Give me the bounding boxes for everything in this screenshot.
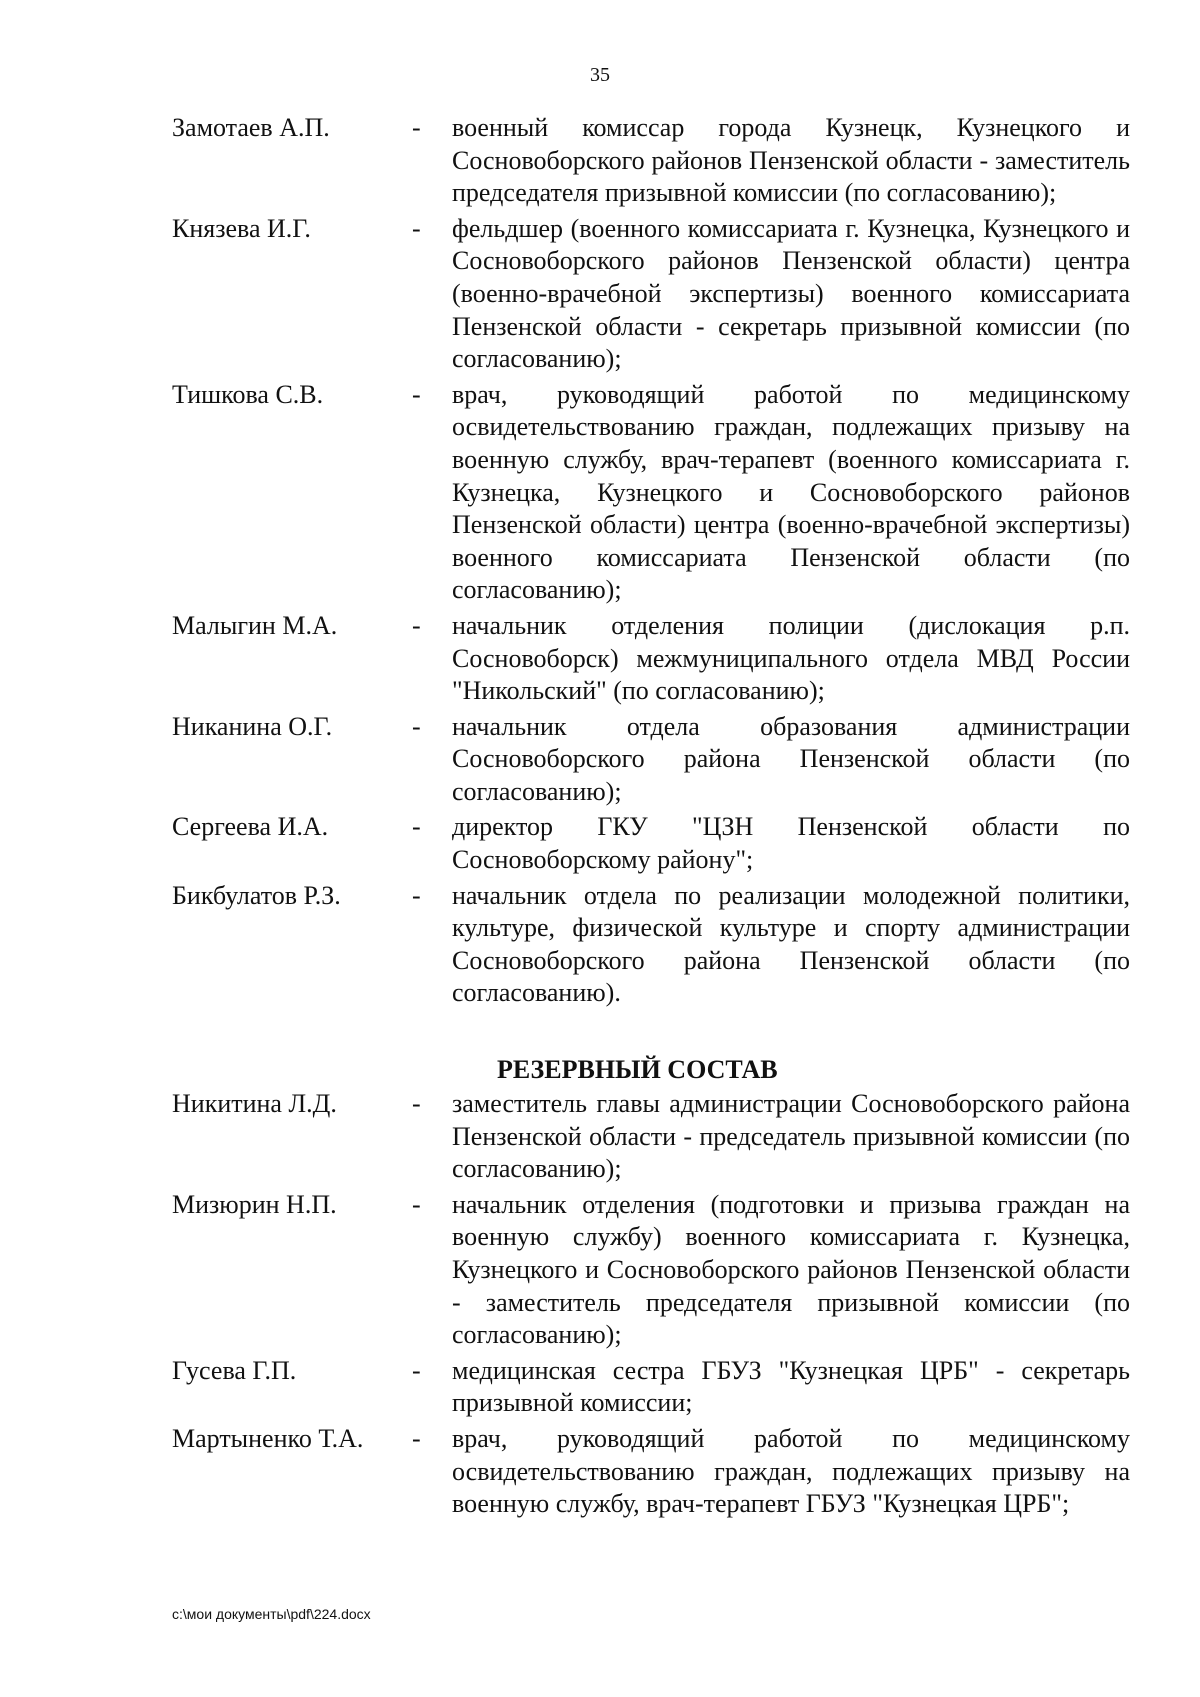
- member-entry: [172, 811, 1130, 876]
- reserve-member-entry: [172, 1355, 1130, 1420]
- member-dash: -: [412, 812, 421, 842]
- footer-file-path: c:\мои документы\pdf\224.docx: [172, 1606, 371, 1622]
- reserve-heading: РЕЗЕРВНЫЙ СОСТАВ: [497, 1055, 778, 1085]
- member-name: Замотаев А.П.: [172, 113, 330, 142]
- reserve-member-entry: [172, 1088, 1130, 1186]
- member-dash: -: [412, 113, 421, 142]
- member-position: врач, руководящий работой по медицинскому освидетельствованию граждан, подлежащих призыву на военную службу, врач-терапевт ГБУЗ "Кузнецкая ЦРБ";: [452, 1423, 1130, 1519]
- member-position: начальник отдела образования администрации Сосновоборского района Пензенской области (по согласованию);: [452, 711, 1130, 806]
- member-dash: -: [412, 711, 421, 741]
- member-name: Князева И.Г.: [172, 213, 311, 243]
- member-dash: -: [412, 1355, 421, 1385]
- commission-list: [172, 112, 1130, 1524]
- member-position: военный комиссар города Кузнецк, Кузнецкого и Сосновоборского районов Пензенской области - заместитель председателя призывной комиссии (по согласованию);: [452, 113, 1130, 208]
- member-name: Никанина О.Г.: [172, 711, 333, 741]
- reserve-member-entry: [172, 1189, 1130, 1352]
- member-entry: [172, 379, 1130, 607]
- page-number: 35: [590, 64, 610, 86]
- member-name: Гусева Г.П.: [172, 1355, 297, 1385]
- member-dash: -: [412, 610, 421, 640]
- member-position: начальник отделения полиции (дислокация р.п. Сосновоборск) межмуниципального отдела МВД России "Никольский" (по согласованию);: [452, 610, 1130, 706]
- member-entry: [172, 711, 1130, 809]
- member-name: Малыгин М.А.: [172, 610, 338, 640]
- member-entry: [172, 112, 1130, 210]
- member-dash: -: [412, 1423, 421, 1453]
- member-position: фельдшер (военного комиссариата г. Кузнецка, Кузнецкого и Сосновоборского районов Пензенской области) центра (военно-врачебной экспертизы) военного комиссариата Пензенской области - секретарь призывной комиссии (по согласованию);: [452, 213, 1130, 374]
- member-entry: [172, 610, 1130, 708]
- member-name: Мартыненко Т.А.: [172, 1423, 364, 1453]
- member-dash: -: [412, 1189, 421, 1219]
- member-entry: [172, 213, 1130, 376]
- member-entry: [172, 880, 1130, 1010]
- member-name: Тишкова С.В.: [172, 379, 324, 409]
- member-name: Бикбулатов Р.З.: [172, 880, 341, 910]
- member-name: Сергеева И.А.: [172, 812, 329, 842]
- member-position: начальник отдела по реализации молодежной политики, культуре, физической культуре и спорту администрации Сосновоборского района Пензенской области (по согласованию).: [452, 880, 1130, 1008]
- reserve-member-entry: [172, 1423, 1130, 1521]
- member-name: Мизюрин Н.П.: [172, 1189, 337, 1219]
- member-dash: -: [412, 880, 421, 910]
- member-position: директор ГКУ "ЦЗН Пензенской области по Сосновоборскому району";: [452, 812, 1130, 875]
- member-dash: -: [412, 213, 421, 243]
- member-position: медицинская сестра ГБУЗ "Кузнецкая ЦРБ" - секретарь призывной комиссии;: [452, 1355, 1130, 1418]
- member-position: заместитель главы администрации Сосновоборского района Пензенской области - председатель призывной комиссии (по согласованию);: [452, 1089, 1130, 1184]
- member-dash: -: [412, 1089, 421, 1119]
- member-position: врач, руководящий работой по медицинскому освидетельствованию граждан, подлежащих призыву на военную службу, врач-терапевт (военного комиссариата г. Кузнецка, Кузнецкого и Сосновоборского районов Пензенской области) центра (военно-врачебной экспертизы) военного комиссариата Пензенской области (по согласованию);: [452, 379, 1130, 605]
- member-name: Никитина Л.Д.: [172, 1089, 337, 1119]
- member-dash: -: [412, 379, 421, 409]
- member-position: начальник отделения (подготовки и призыва граждан на военную службу) военного комиссариата г. Кузнецка, Кузнецкого и Сосновоборского районов Пензенской области - заместитель председателя призывной комиссии (по согласованию);: [452, 1189, 1130, 1350]
